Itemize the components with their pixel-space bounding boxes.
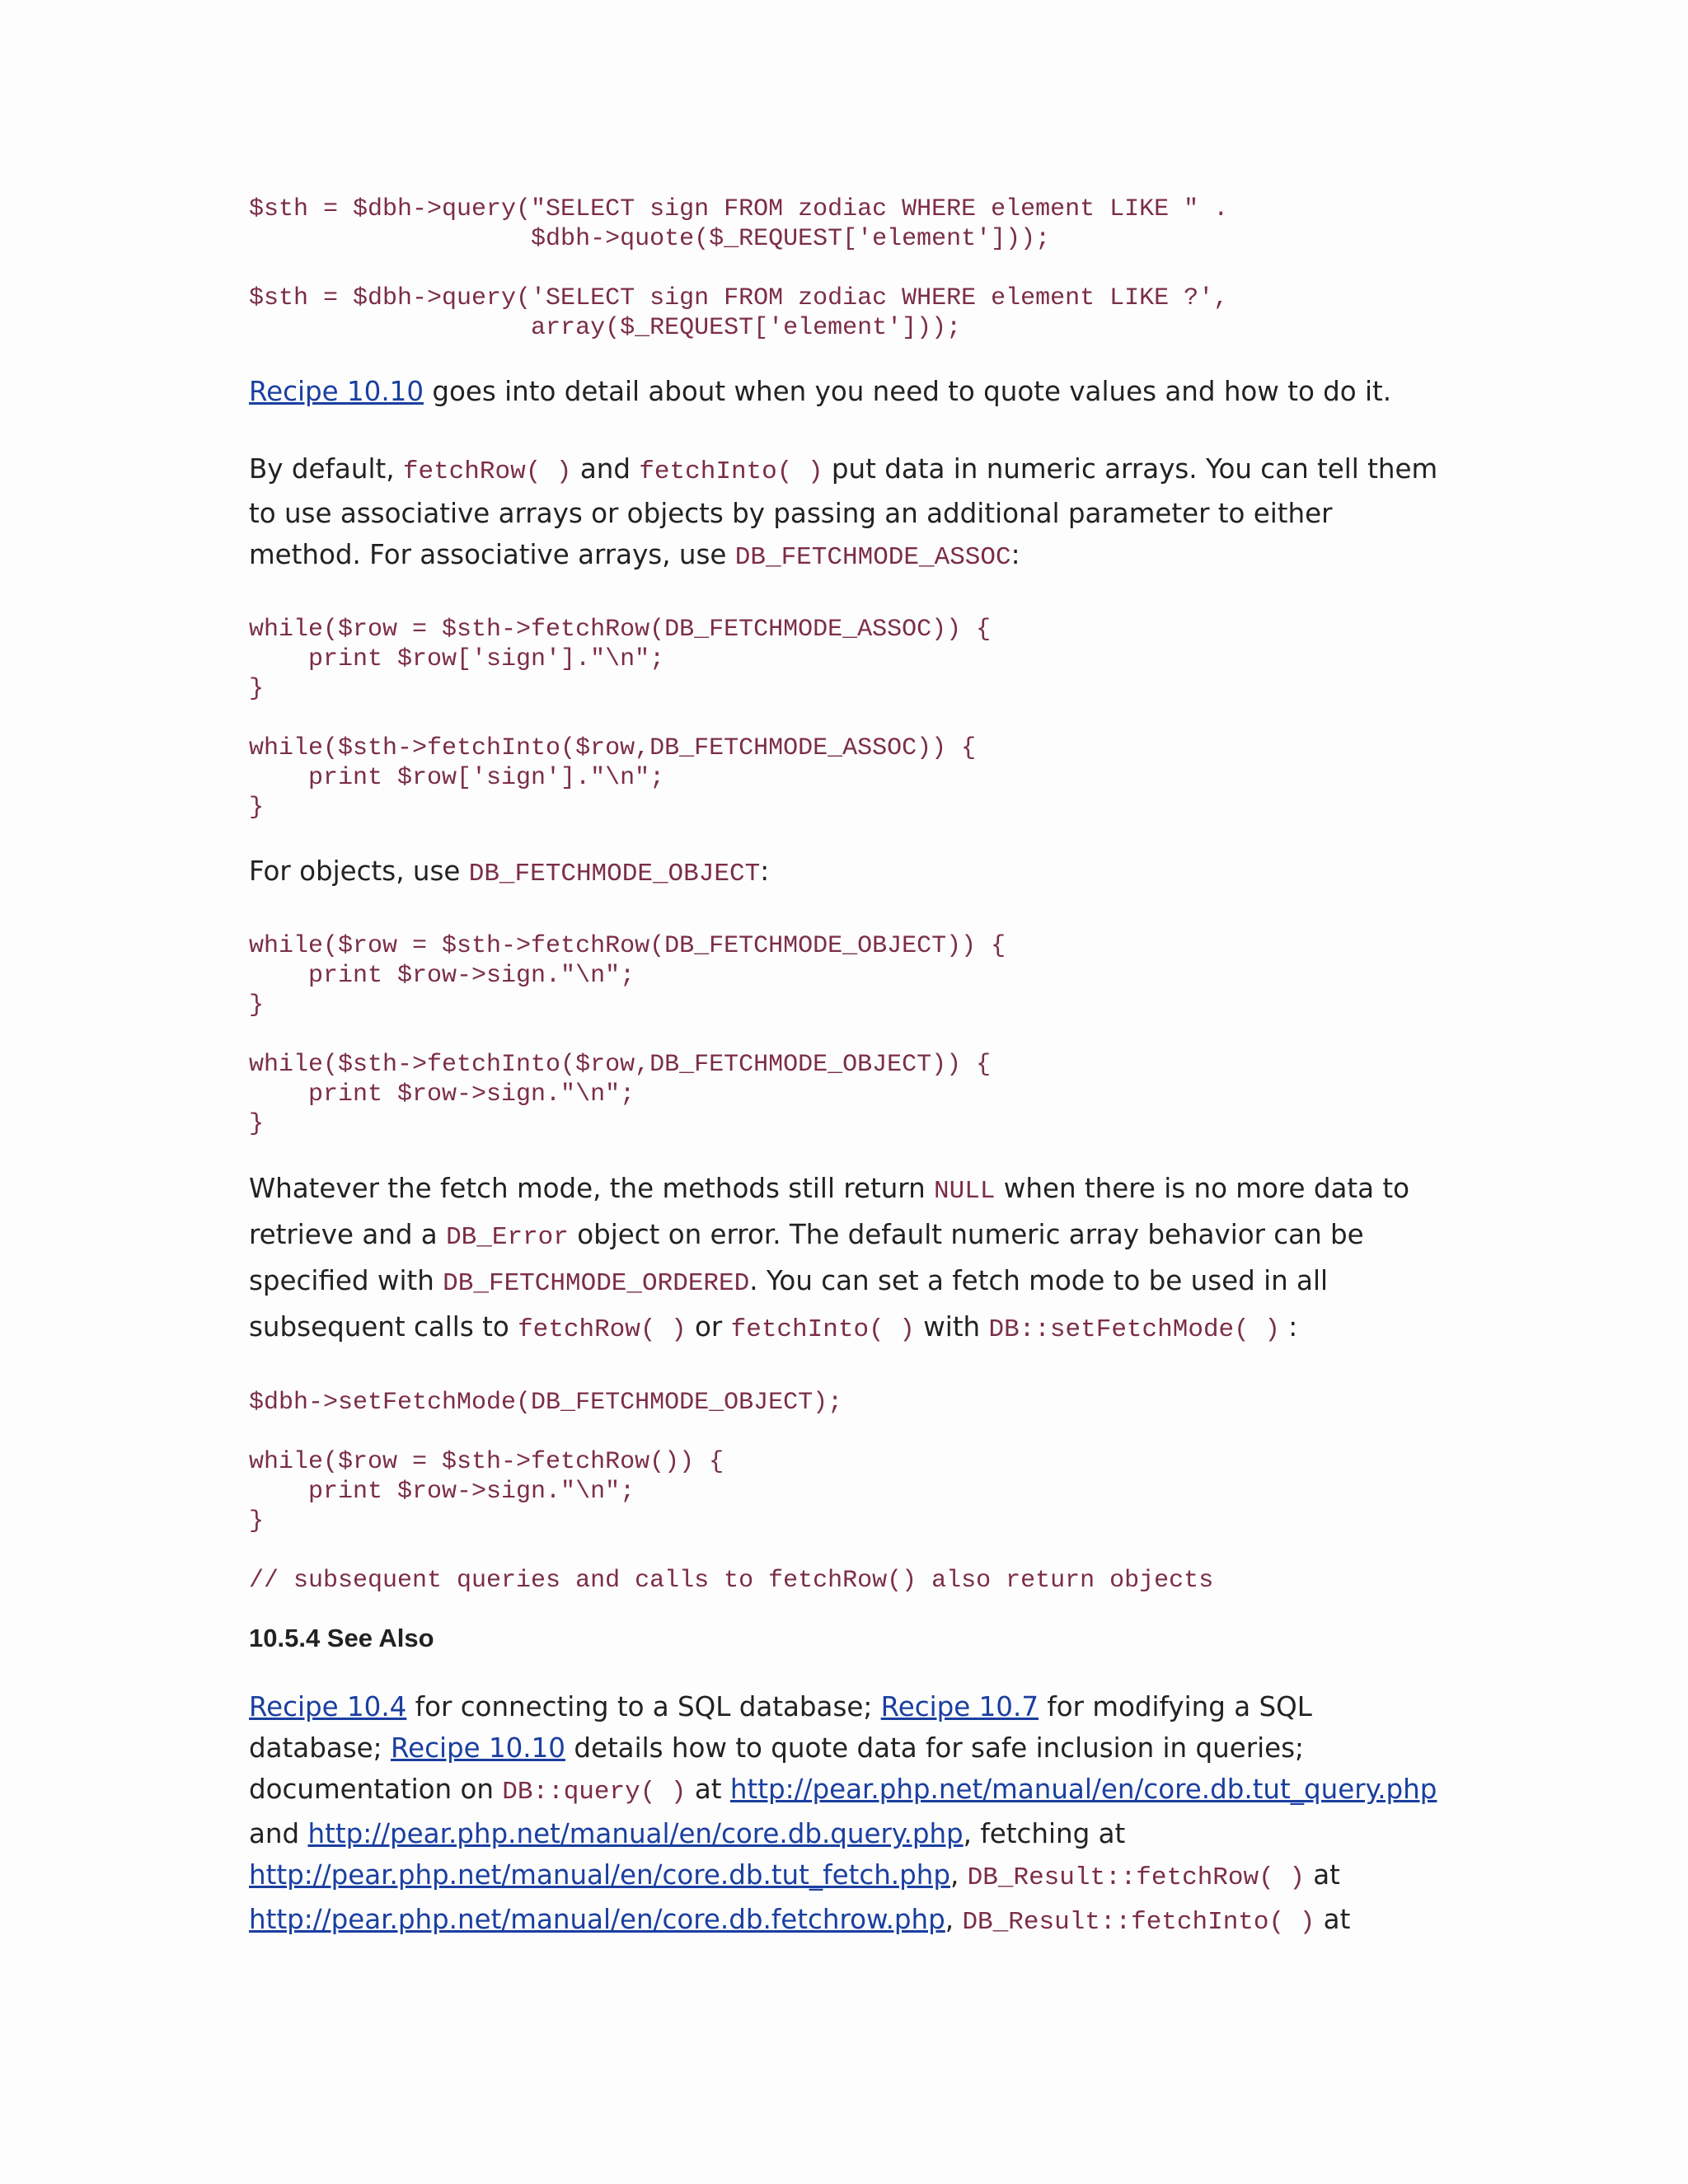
- tut-query-url-link[interactable]: http://pear.php.net/manual/en/core.db.tut_query.php: [729, 1774, 1437, 1805]
- code-line: $dbh->setFetchMode(DB_FETCHMODE_OBJECT);: [249, 1389, 843, 1417]
- code-line: $dbh->quote($_REQUEST['element']));: [249, 225, 1051, 253]
- paragraph-fetch-default: [249, 448, 1444, 579]
- paragraph-text: put data in numeric arrays. You can tell them to use associative arrays or objects by passing an additional parameter to either method. For associative arrays, use: [249, 453, 1438, 570]
- tut-fetch-url-link[interactable]: http://pear.php.net/manual/en/core.db.tut_fetch.php: [249, 1859, 950, 1891]
- code-line: $sth = $dbh->query("SELECT sign FROM zodiac WHERE element LIKE " .: [249, 195, 1229, 223]
- inline-code: DB_Error: [446, 1223, 569, 1252]
- code-line: while($sth->fetchInto($row,DB_FETCHMODE_OBJECT)) {: [249, 1051, 992, 1079]
- code-line: }: [249, 794, 265, 822]
- code-block-setfetchmode: [249, 1388, 1444, 1596]
- code-line: }: [249, 1507, 265, 1535]
- inline-code: DB_FETCHMODE_ORDERED: [443, 1269, 750, 1298]
- paragraph-text: for connecting to a SQL database;: [406, 1691, 881, 1722]
- paragraph-text: with: [914, 1311, 989, 1343]
- paragraph-text: Whatever the fetch mode, the methods still return: [249, 1173, 935, 1204]
- recipe-10-4-link[interactable]: Recipe 10.4: [249, 1691, 407, 1722]
- inline-code: fetchInto( ): [639, 457, 823, 486]
- query-url-link[interactable]: http://pear.php.net/manual/en/core.db.query.php: [307, 1818, 964, 1849]
- paragraph-text: for modifying a SQL database;: [249, 1691, 1312, 1764]
- paragraph-text: ,: [950, 1859, 968, 1891]
- code-line: print $row['sign']."\n";: [249, 764, 665, 792]
- paragraph-objects: [249, 851, 1444, 895]
- paragraph-text: ,: [945, 1904, 963, 1935]
- inline-code: fetchRow( ): [402, 457, 572, 486]
- inline-code: DB_FETCHMODE_ASSOC: [734, 543, 1011, 572]
- paragraph-see-also: [249, 1686, 1444, 1943]
- inline-code: NULL: [934, 1177, 996, 1206]
- paragraph-text: at: [1315, 1904, 1351, 1935]
- paragraph-text: By default,: [249, 453, 403, 485]
- code-line: }: [249, 991, 265, 1019]
- inline-code: DB::setFetchMode( ): [988, 1315, 1280, 1344]
- inline-code: fetchRow( ): [518, 1315, 687, 1344]
- paragraph-text: , fetching at: [963, 1818, 1126, 1849]
- code-line: while($row = $sth->fetchRow()) {: [249, 1448, 724, 1476]
- inline-code: DB_Result::fetchInto( ): [962, 1908, 1315, 1937]
- code-block-query: [249, 194, 1444, 343]
- code-line: while($row = $sth->fetchRow(DB_FETCHMODE_OBJECT)) {: [249, 932, 1006, 960]
- paragraph-text: . You can set a fetch mode to be used in all subsequent calls to: [249, 1265, 1329, 1343]
- paragraph-text: :: [760, 855, 770, 887]
- recipe-10-7-link[interactable]: Recipe 10.7: [880, 1691, 1039, 1722]
- code-line: [249, 704, 1444, 733]
- paragraph-text: at: [1304, 1859, 1340, 1891]
- inline-code: fetchInto( ): [730, 1315, 915, 1344]
- paragraph-text: when there is no more data to retrieve and a: [249, 1173, 1409, 1250]
- code-block-object: [249, 931, 1444, 1139]
- code-line: array($_REQUEST['element']));: [249, 314, 962, 342]
- code-line: [249, 1418, 1444, 1447]
- paragraph-text: at: [686, 1774, 730, 1805]
- paragraph-text: or: [686, 1311, 731, 1343]
- paragraph-fetch-mode: [249, 1167, 1444, 1352]
- paragraph-text: and: [571, 453, 640, 485]
- code-line: while($sth->fetchInto($row,DB_FETCHMODE_ASSOC)) {: [249, 734, 977, 762]
- paragraph-text: object on error. The default numeric array behavior can be specified with: [249, 1219, 1364, 1296]
- inline-code: DB::query( ): [502, 1778, 687, 1807]
- code-line: // subsequent queries and calls to fetchRow() also return objects: [249, 1567, 1214, 1595]
- paragraph-text: :: [1279, 1311, 1298, 1343]
- paragraph-quote-note: [249, 371, 1444, 412]
- code-line: [249, 1536, 1444, 1566]
- inline-code: DB_FETCHMODE_OBJECT: [468, 860, 761, 888]
- paragraph-text: details how to quote data for safe inclusion in queries; documentation on: [249, 1732, 1304, 1805]
- code-line: print $row['sign']."\n";: [249, 645, 665, 673]
- code-line: [249, 254, 1444, 284]
- paragraph-text: and: [249, 1818, 308, 1849]
- code-line: print $row->sign."\n";: [249, 1478, 635, 1506]
- recipe-10-10-link[interactable]: Recipe 10.10: [390, 1732, 565, 1764]
- paragraph-text: For objects, use: [249, 855, 469, 887]
- code-line: $sth = $dbh->query('SELECT sign FROM zodiac WHERE element LIKE ?',: [249, 284, 1229, 312]
- code-line: }: [249, 675, 265, 703]
- section-heading: 10.5.4 See Also: [249, 1624, 434, 1652]
- paragraph-text: :: [1010, 539, 1020, 570]
- paragraph-text: goes into detail about when you need to quote values and how to do it.: [424, 376, 1392, 407]
- code-block-assoc: [249, 615, 1444, 823]
- document-page: [249, 194, 1444, 1943]
- code-line: print $row->sign."\n";: [249, 1080, 635, 1108]
- fetchrow-url-link[interactable]: http://pear.php.net/manual/en/core.db.fetchrow.php: [249, 1904, 945, 1935]
- recipe-10-10-link[interactable]: Recipe 10.10: [249, 376, 424, 407]
- code-line: print $row->sign."\n";: [249, 962, 635, 990]
- code-line: }: [249, 1110, 265, 1138]
- inline-code: DB_Result::fetchRow( ): [967, 1863, 1305, 1892]
- code-line: [249, 1020, 1444, 1050]
- code-line: while($row = $sth->fetchRow(DB_FETCHMODE_ASSOC)) {: [249, 616, 992, 644]
